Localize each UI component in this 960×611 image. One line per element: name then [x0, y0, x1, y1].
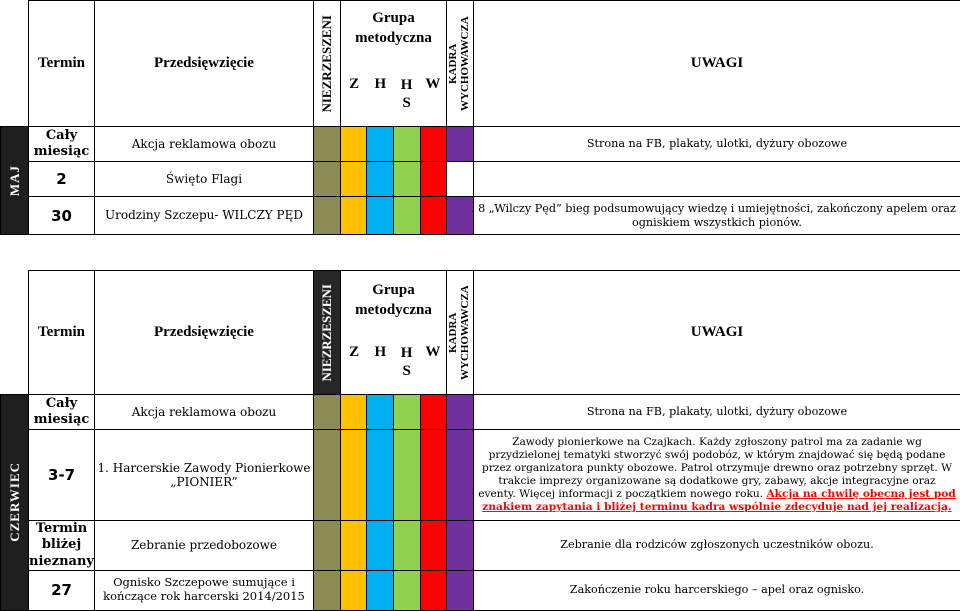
czerwiec-row4-note: Zakończenie roku harcerskiego – apel oraz ognisko.	[474, 570, 960, 610]
cell-h	[367, 127, 394, 162]
header-kadra	[447, 271, 474, 395]
header-uwagi: UWAGI	[474, 271, 960, 395]
cell-niezrzeszeni	[314, 430, 341, 521]
header-niezrzeszeni	[314, 271, 341, 395]
czerwiec-row3-event: Zebranie przedobozowe	[95, 521, 314, 571]
czerwiec-row2-note-warning: Akcja na chwilę obecną jest pod znakiem zapytania i bliżej terminu kadra wspólnie zdecyduje nad jej realizacją.	[482, 488, 955, 513]
header-niezrzeszeni	[314, 1, 341, 127]
cell-z	[341, 162, 367, 197]
cell-hs	[394, 395, 421, 430]
header-termin: Termin	[29, 271, 95, 395]
cell-niezrzeszeni	[314, 570, 341, 610]
maj-row2-term: 2	[29, 162, 95, 197]
grupa-w-label: W	[420, 76, 446, 98]
maj-row3-event: Urodziny Szczepu- WILCZY PĘD	[95, 197, 314, 235]
header-termin: Termin	[29, 1, 95, 127]
header-grupa	[341, 271, 447, 395]
czerwiec-row4-event: Ognisko Szczepowe sumujące i kończące rok harcerski 2014/2015	[95, 570, 314, 610]
cell-niezrzeszeni	[314, 127, 341, 162]
kadra-label: KADRA WYCHOWAWCZA	[447, 9, 473, 119]
czerwiec-row1-event: Akcja reklamowa obozu	[95, 395, 314, 430]
cell-kadra	[447, 430, 474, 521]
czerwiec-row2-note	[474, 430, 960, 521]
cell-z	[341, 570, 367, 610]
cell-kadra	[447, 127, 474, 162]
niezrzeszeni-label: NIEZRZESZENI	[319, 284, 335, 382]
cell-kadra	[447, 395, 474, 430]
czerwiec-row4-term: 27	[29, 570, 95, 610]
cell-hs	[394, 430, 421, 521]
grupa-h-label: H	[367, 344, 393, 366]
niezrzeszeni-label: NIEZRZESZENI	[319, 15, 335, 113]
cell-kadra	[447, 521, 474, 571]
cell-kadra	[447, 162, 474, 197]
header-kadra	[447, 1, 474, 127]
cell-niezrzeszeni	[314, 521, 341, 571]
cell-z	[341, 197, 367, 235]
czerwiec-row2-event: 1. Harcerskie Zawody Pionierkowe „PIONIER”	[95, 430, 314, 521]
cell-z	[341, 430, 367, 521]
cell-kadra	[447, 570, 474, 610]
grupa-h-label: H	[367, 76, 393, 98]
month-czerwiec	[1, 395, 29, 611]
header-uwagi: UWAGI	[474, 1, 960, 127]
kadra-label: KADRA WYCHOWAWCZA	[447, 278, 473, 388]
cell-w	[421, 395, 447, 430]
cell-niezrzeszeni	[314, 162, 341, 197]
cell-niezrzeszeni	[314, 197, 341, 235]
czerwiec-row2-term: 3-7	[29, 430, 95, 521]
cell-h	[367, 197, 394, 235]
czerwiec-row2-note-text: Zawody pionierkowe na Czajkach. Każdy zgłoszony patrol ma za zadanie wg przydzielonej tematyki stworzyć swój podobóz, w którym znajdować się będą podane przez organizatora punkty obozowe. Patrol otrzymuje drewno oraz potrzebny sprzęt. W trakcie imprezy organizowane są dodatkowe gry, zabawy, akcje integracyjne oraz eventy. Więcej informacji z początkiem nowego roku.	[478, 436, 952, 500]
cell-w	[421, 127, 447, 162]
plan-table-czerwiec	[0, 270, 960, 611]
cell-h	[367, 570, 394, 610]
cell-w	[421, 430, 447, 521]
maj-row1-note: Strona na FB, plakaty, ulotki, dyżury obozowe	[474, 127, 960, 162]
czerwiec-row1-term: Cały miesiąc	[29, 395, 95, 430]
grupa-z-label: Z	[341, 344, 367, 366]
maj-row3-term: 30	[29, 197, 95, 235]
cell-h	[367, 162, 394, 197]
cell-z	[341, 521, 367, 571]
cell-h	[367, 395, 394, 430]
maj-row2-event: Święto Flagi	[95, 162, 314, 197]
cell-niezrzeszeni	[314, 395, 341, 430]
grupa-w-label: W	[420, 344, 446, 366]
czerwiec-row1-note: Strona na FB, plakaty, ulotki, dyżury obozowe	[474, 395, 960, 430]
month-czerwiec-label: CZERWIEC	[7, 462, 23, 542]
header-przedsiewziecie: Przedsięwzięcie	[95, 1, 314, 127]
grupa-metodyczna-label: Grupa metodyczna	[341, 9, 446, 48]
czerwiec-row3-term: Termin bliżej nieznany	[29, 521, 95, 571]
cell-hs	[394, 197, 421, 235]
grupa-z-label: Z	[341, 76, 367, 98]
maj-row1-event: Akcja reklamowa obozu	[95, 127, 314, 162]
maj-row2-note	[474, 162, 960, 197]
header-spacer	[1, 271, 29, 395]
cell-z	[341, 127, 367, 162]
header-grupa	[341, 1, 447, 127]
cell-z	[341, 395, 367, 430]
cell-kadra	[447, 197, 474, 235]
maj-row3-note: 8 „Wilczy Pęd” bieg podsumowujący wiedzę i umiejętności, zakończony apelem oraz ogniskiem wszystkich pionów.	[474, 197, 960, 235]
cell-w	[421, 197, 447, 235]
month-maj-label: MAJ	[7, 165, 23, 196]
cell-hs	[394, 127, 421, 162]
cell-w	[421, 162, 447, 197]
czerwiec-row3-note: Zebranie dla rodziców zgłoszonych uczestników obozu.	[474, 521, 960, 571]
cell-hs	[394, 162, 421, 197]
grupa-metodyczna-label: Grupa metodyczna	[341, 281, 446, 320]
cell-w	[421, 570, 447, 610]
cell-w	[421, 521, 447, 571]
month-maj	[1, 127, 29, 235]
cell-hs	[394, 570, 421, 610]
plan-table-maj	[0, 0, 960, 235]
grupa-hs-label: H S	[394, 76, 420, 112]
header-przedsiewziecie: Przedsięwzięcie	[95, 271, 314, 395]
cell-h	[367, 430, 394, 521]
header-spacer	[1, 1, 29, 127]
maj-row1-term: Cały miesiąc	[29, 127, 95, 162]
grupa-hs-label: H S	[394, 344, 420, 380]
cell-hs	[394, 521, 421, 571]
cell-h	[367, 521, 394, 571]
